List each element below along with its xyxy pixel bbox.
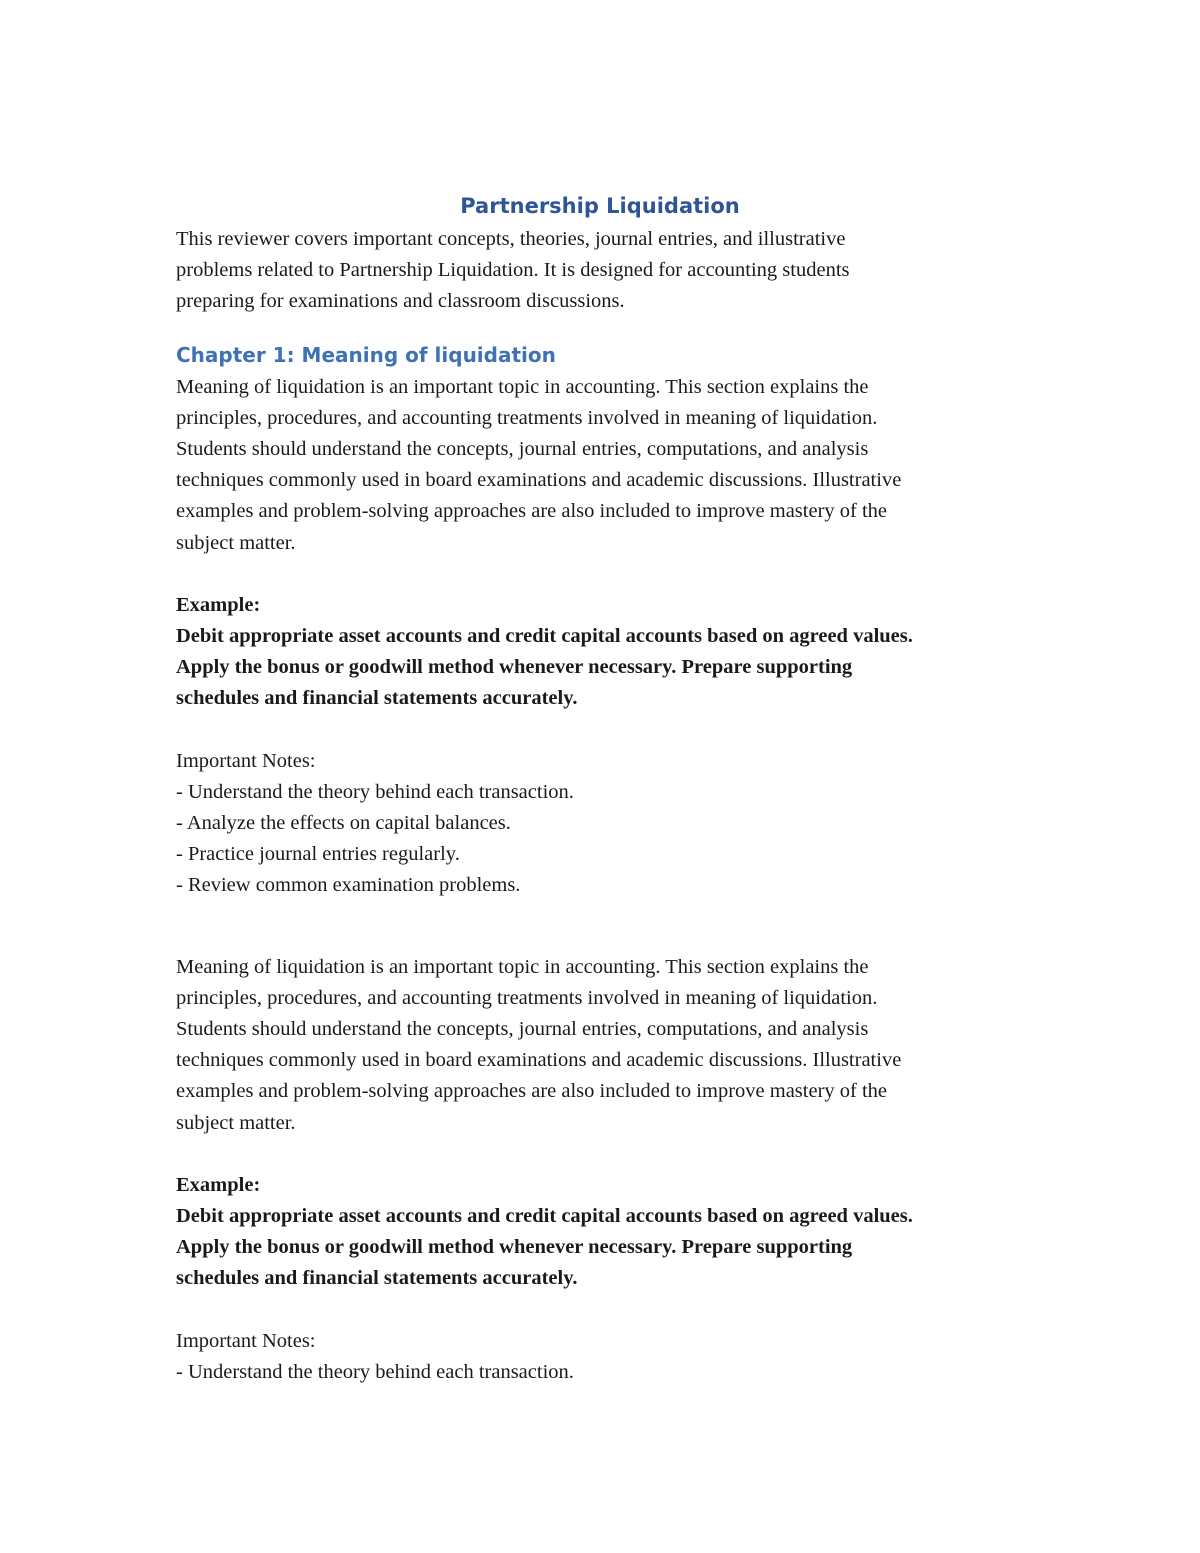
spacer xyxy=(176,1295,1046,1326)
section-body: Meaning of liquidation is an important topic in accounting. This section explains the principles, procedures, and accounting treatments involved in meaning of liquidation. Students should understand the concepts, journal entries, computations, and analysis techniques commonly used in board examinations and academic discussions. Illustrative examples and problem-solving approaches are also included to improve mastery of the subject matter. xyxy=(176,955,902,1134)
note-item: - Review common examination problems. xyxy=(176,874,521,897)
notes-label: Important Notes: xyxy=(176,749,316,772)
note-item: - Practice journal entries regularly. xyxy=(176,843,460,866)
notes-label: Important Notes: xyxy=(176,1329,316,1352)
notes-list xyxy=(176,777,1046,902)
notes-list xyxy=(176,1357,1046,1388)
section-body: Meaning of liquidation is an important topic in accounting. This section explains the principles, procedures, and accounting treatments involved in meaning of liquidation. Students should understand the concepts, journal entries, computations, and analysis techniques commonly used in board examinations and academic discussions. Illustrative examples and problem-solving approaches are also included to improve mastery of the subject matter. xyxy=(176,375,902,554)
chapter-heading: Chapter 1: Meaning of liquidation xyxy=(176,342,556,367)
example-label: Example: xyxy=(176,1173,261,1196)
note-item: - Understand the theory behind each transaction. xyxy=(176,1360,574,1383)
document-title: Partnership Liquidation xyxy=(460,194,740,218)
example-text: Debit appropriate asset accounts and credit capital accounts based on agreed values. Apply the bonus or goodwill method whenever necessary. Prepare supporting schedules and financial statements accurately. xyxy=(176,1205,913,1290)
spacer xyxy=(176,715,1046,746)
spacer xyxy=(176,559,1046,590)
example-label: Example: xyxy=(176,593,261,616)
note-item: - Understand the theory behind each transaction. xyxy=(176,780,574,803)
spacer xyxy=(176,1139,1046,1170)
intro-paragraph: This reviewer covers important concepts, theories, journal entries, and illustrative problems related to Partnership Liquidation. It is designed for accounting students preparing for examinations and classroom discussions. xyxy=(176,228,850,313)
example-text: Debit appropriate asset accounts and credit capital accounts based on agreed values. Apply the bonus or goodwill method whenever necessary. Prepare supporting schedules and financial statements accurately. xyxy=(176,625,913,710)
spacer xyxy=(176,902,1046,952)
document-content xyxy=(176,188,1046,1388)
note-item: - Analyze the effects on capital balances. xyxy=(176,812,511,835)
